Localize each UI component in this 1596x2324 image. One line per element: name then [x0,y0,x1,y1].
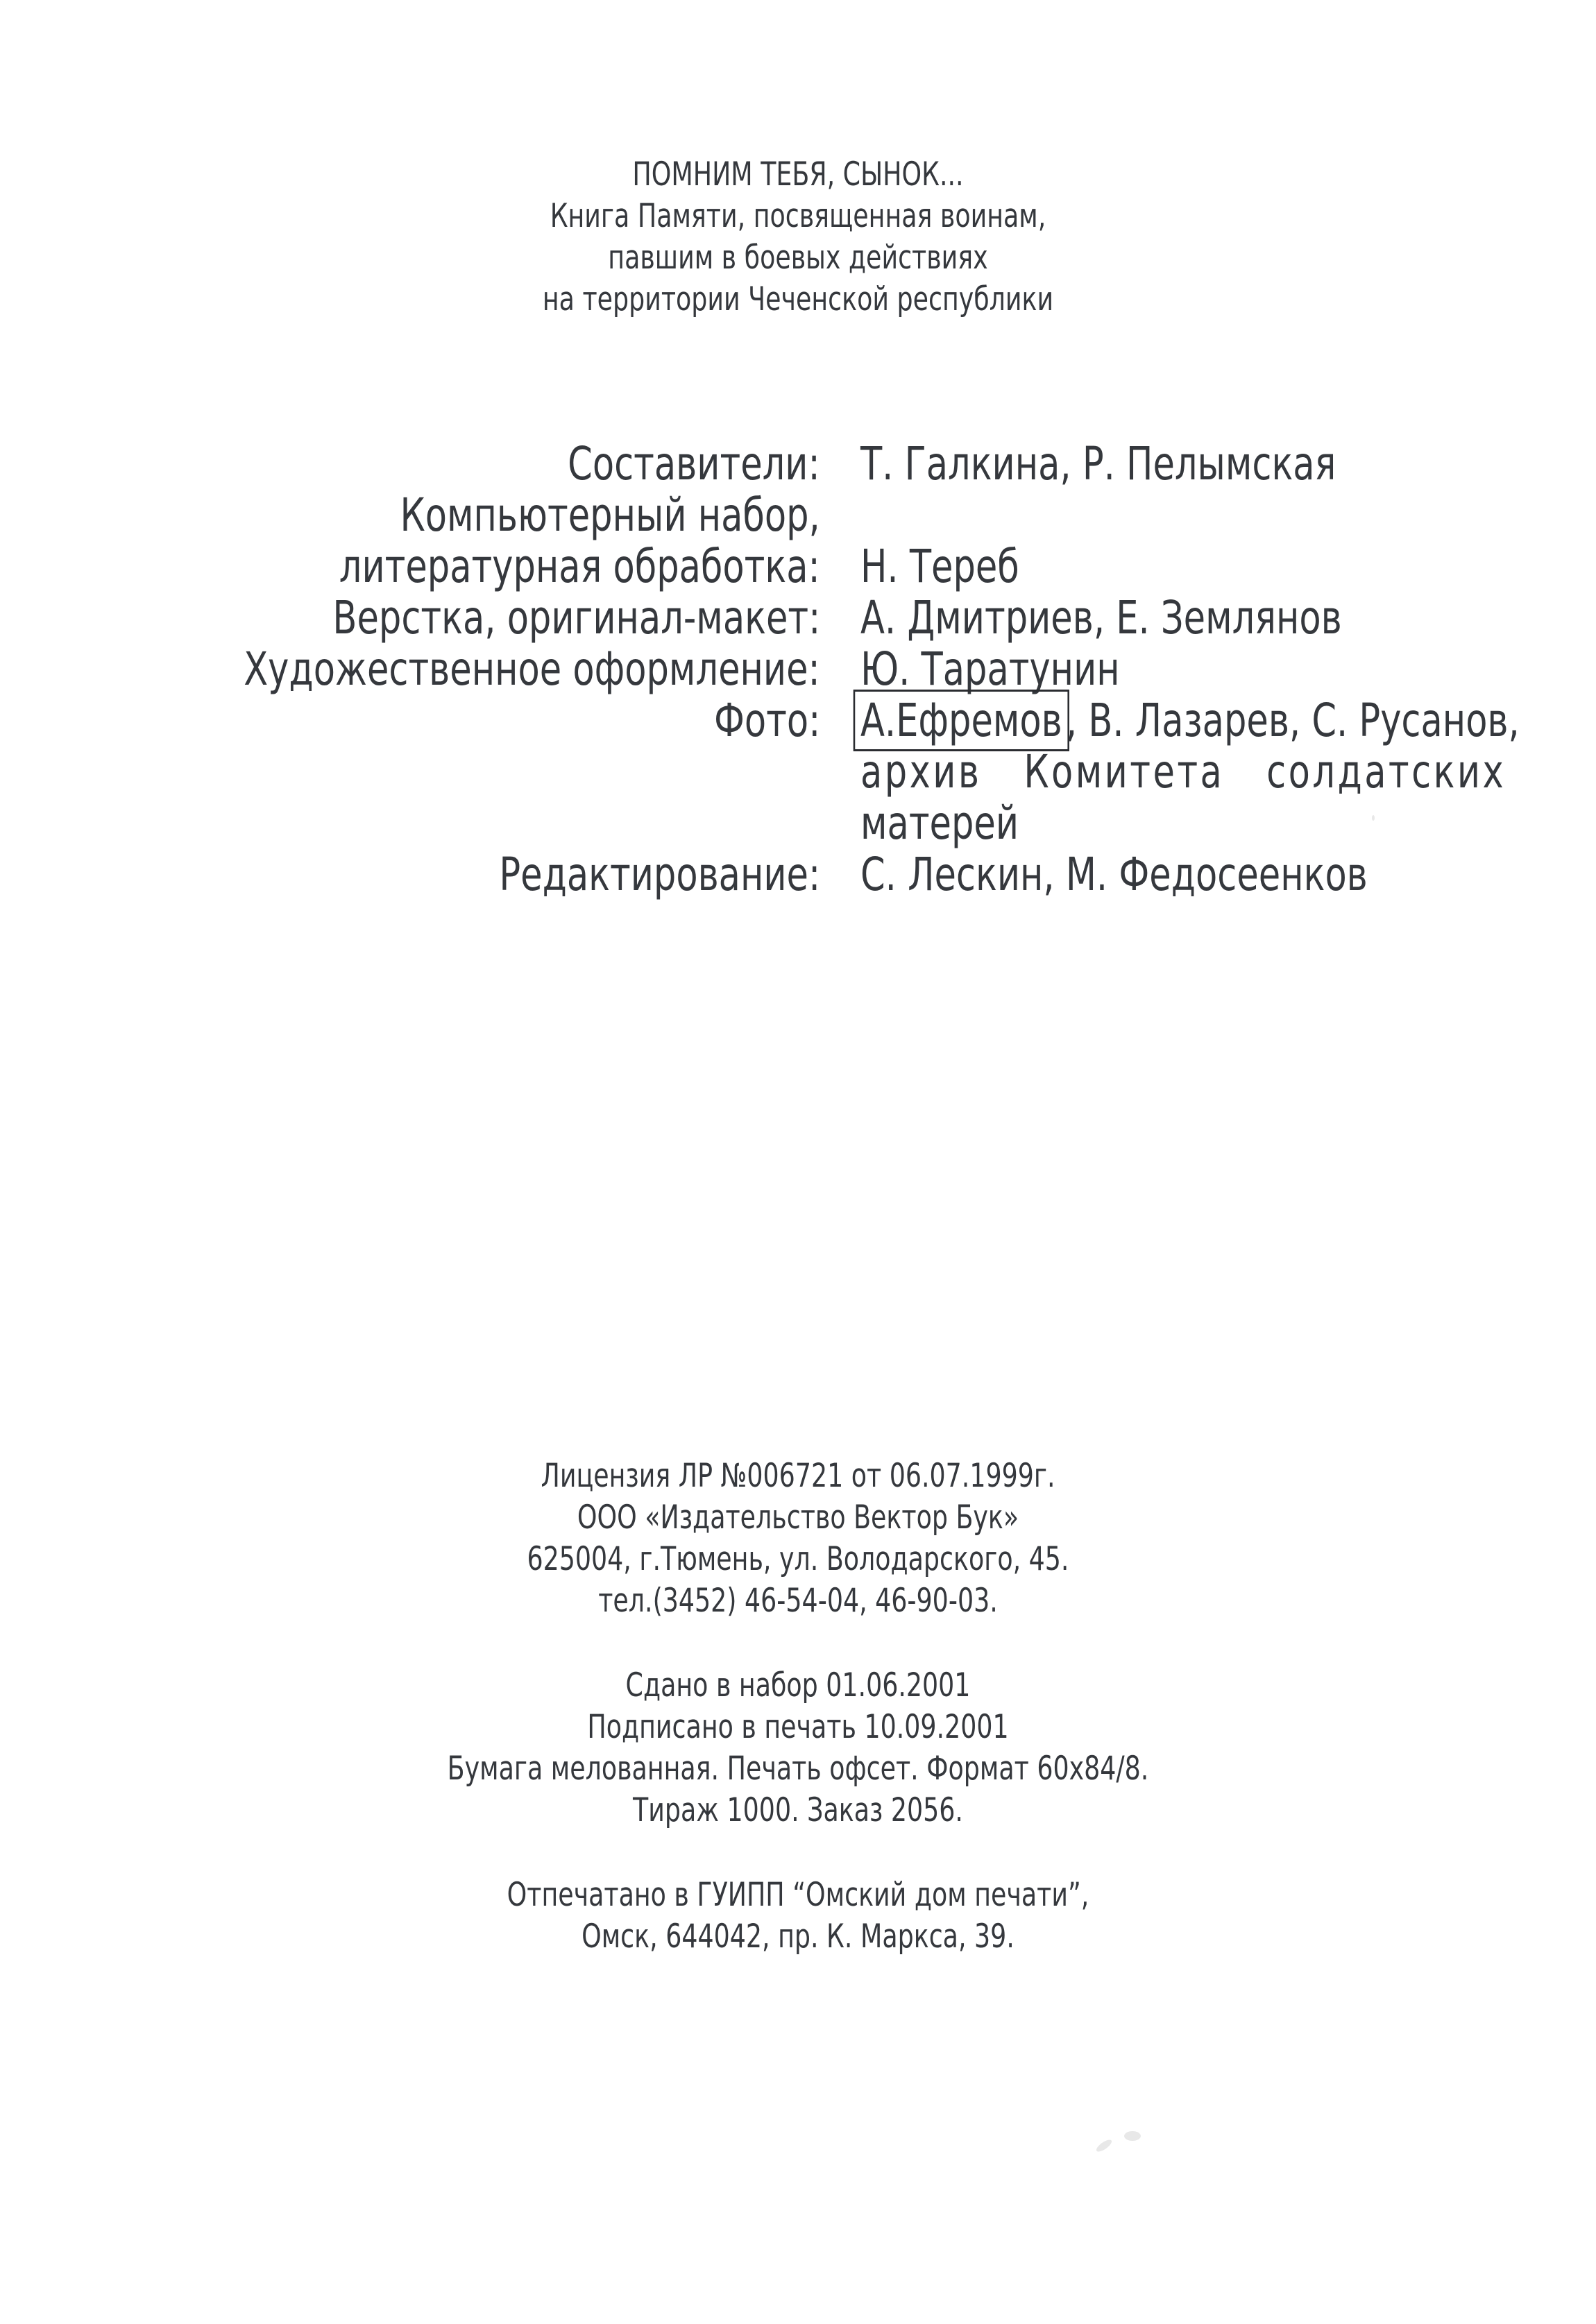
credit-value: С. Лескин, М. Федосеенков [860,848,1368,901]
credit-row-layout [0,592,1596,644]
imprint-block [0,1455,1596,1958]
credit-label: литературная обработка: [339,540,820,593]
spacer [0,1622,1596,1665]
credit-value: , В. Лазарев, С. Русанов, [1065,694,1520,747]
credit-row-photo [0,695,1596,746]
credit-value: А. Дмитриев, Е. Землянов [860,591,1342,644]
credit-row-photo-cont [0,798,1596,849]
credit-value-photo [860,695,1520,746]
credit-value: Н. Тереб [860,540,1019,593]
publisher-address: 625004, г.Тюмень, ул. Володарского, 45. [527,1540,1069,1578]
credit-value: архив Комитета солдатских [860,745,1506,798]
boxed-name-highlight: А.Ефремов [857,694,1066,747]
credit-row-photo-cont [0,746,1596,798]
credit-label: Верстка, оригинал-макет: [332,591,820,644]
credit-label: Составители: [568,437,820,490]
publisher-name: ООО «Издательство Вектор Бук» [577,1498,1019,1537]
license-line: Лицензия ЛР №006721 от 06.07.1999г. [541,1457,1055,1495]
credit-row-typing [0,490,1596,541]
subtitle-line: Книга Памяти, посвященная воинам, [550,197,1046,235]
subtitle-line: на территории Чеченской республики [542,280,1054,318]
credit-value: Ю. Таратунин [860,642,1120,696]
credit-row-art-design [0,644,1596,695]
publisher-phone: тел.(3452) 46-54-04, 46-90-03. [598,1582,998,1620]
credit-label: Фото: [713,694,820,747]
scan-speck [1124,2131,1141,2141]
spacer [0,1831,1596,1874]
subtitle-line: павшим в боевых действиях [608,239,988,277]
paper-format: Бумага мелованная. Печать офсет. Формат 60x84/8. [447,1750,1149,1788]
printer-address: Омск, 644042, пр. К. Маркса, 39. [581,1917,1015,1956]
credit-row-literary-editing [0,541,1596,592]
signed-date: Подписано в печать 10.09.2001 [587,1708,1009,1746]
credit-value: матерей [860,796,1019,850]
credit-label: Компьютерный набор, [400,488,820,542]
credit-value: Т. Галкина, Р. Пелымская [860,437,1336,490]
book-heading [0,154,1596,321]
scan-speck [1094,2137,1113,2153]
book-title: ПОМНИМ ТЕБЯ, СЫНОК... [632,155,964,194]
credit-label: Редактирование: [499,848,820,901]
credit-row-compilers [0,438,1596,490]
print-run: Тираж 1000. Заказ 2056. [633,1791,963,1829]
printer-name: Отпечатано в ГУИПП “Омский дом печати”, [507,1876,1089,1914]
typeset-date: Сдано в набор 01.06.2001 [625,1666,971,1704]
credits-list [0,438,1596,900]
credit-row-editing [0,849,1596,900]
credit-label: Художественное оформление: [244,642,820,696]
scan-speck [1372,815,1375,821]
